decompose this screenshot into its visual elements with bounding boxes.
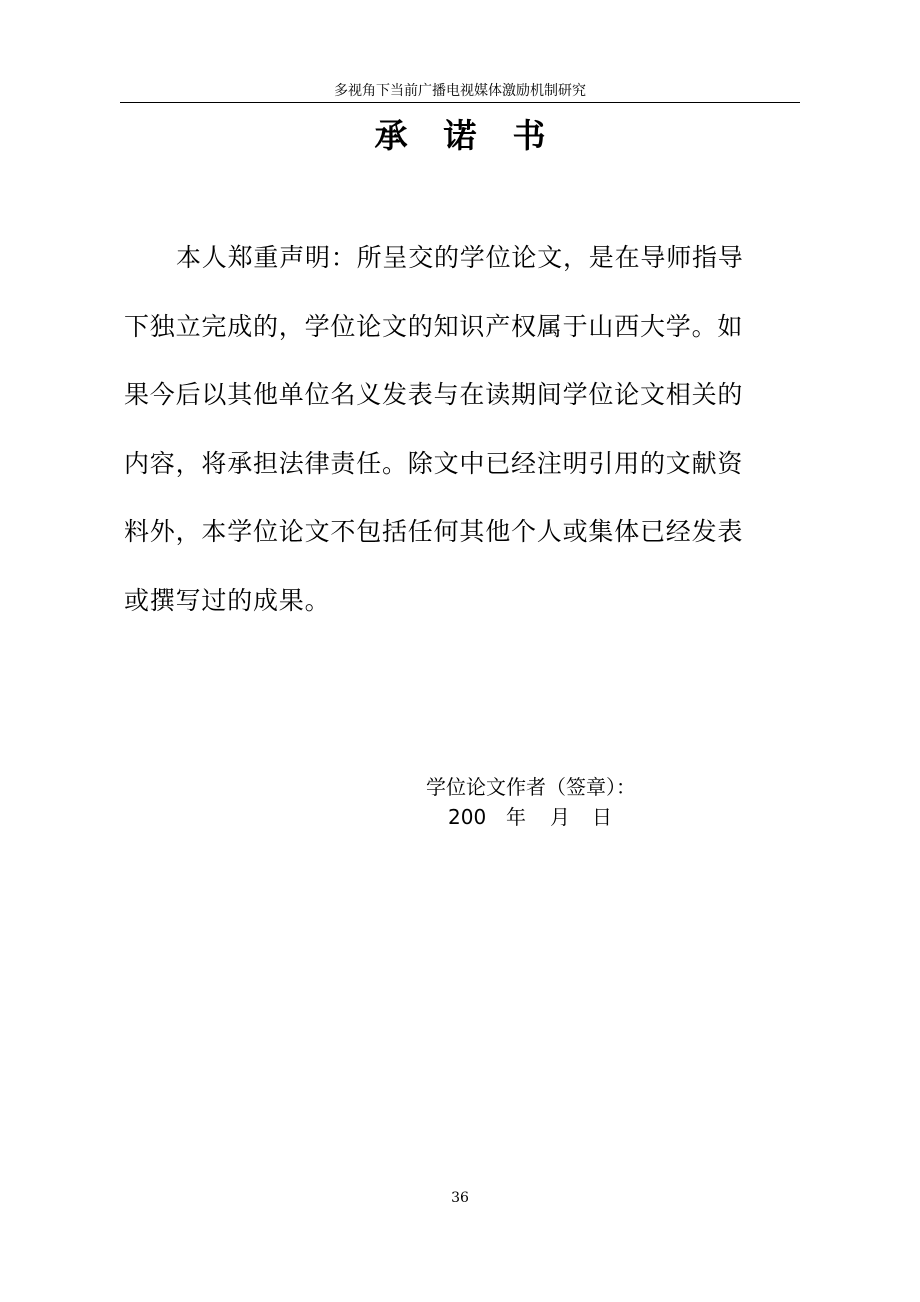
declaration-line: 下独立完成的，学位论文的知识产权属于山西大学。如	[124, 311, 744, 341]
date-year: 200	[448, 805, 487, 829]
declaration-line: 果今后以其他单位名义发表与在读期间学位论文相关的	[124, 380, 744, 409]
date-month-char: 月	[550, 805, 570, 829]
running-header: 多视角下当前广播电视媒体激励机制研究	[334, 83, 586, 99]
signature-date	[426, 802, 636, 832]
declaration-line: 本人郑重声明：所呈交的学位论文，是在导师指导	[176, 243, 744, 272]
date-year-char: 年	[506, 805, 526, 829]
page-title: 承诺书	[374, 116, 582, 155]
date-day-char: 日	[592, 805, 612, 829]
declaration-text	[124, 224, 804, 635]
declaration-line: 内容，将承担法律责任。除文中已经注明引用的文献资	[124, 448, 744, 478]
declaration-line: 或撰写过的成果。	[124, 585, 331, 615]
page-number: 36	[451, 1190, 469, 1206]
header-rule	[120, 102, 800, 103]
declaration-line: 料外，本学位论文不包括任何其他个人或集体已经发表	[124, 517, 744, 546]
signature-label: 学位论文作者（签章）：	[426, 775, 636, 799]
signature-block	[426, 772, 636, 832]
